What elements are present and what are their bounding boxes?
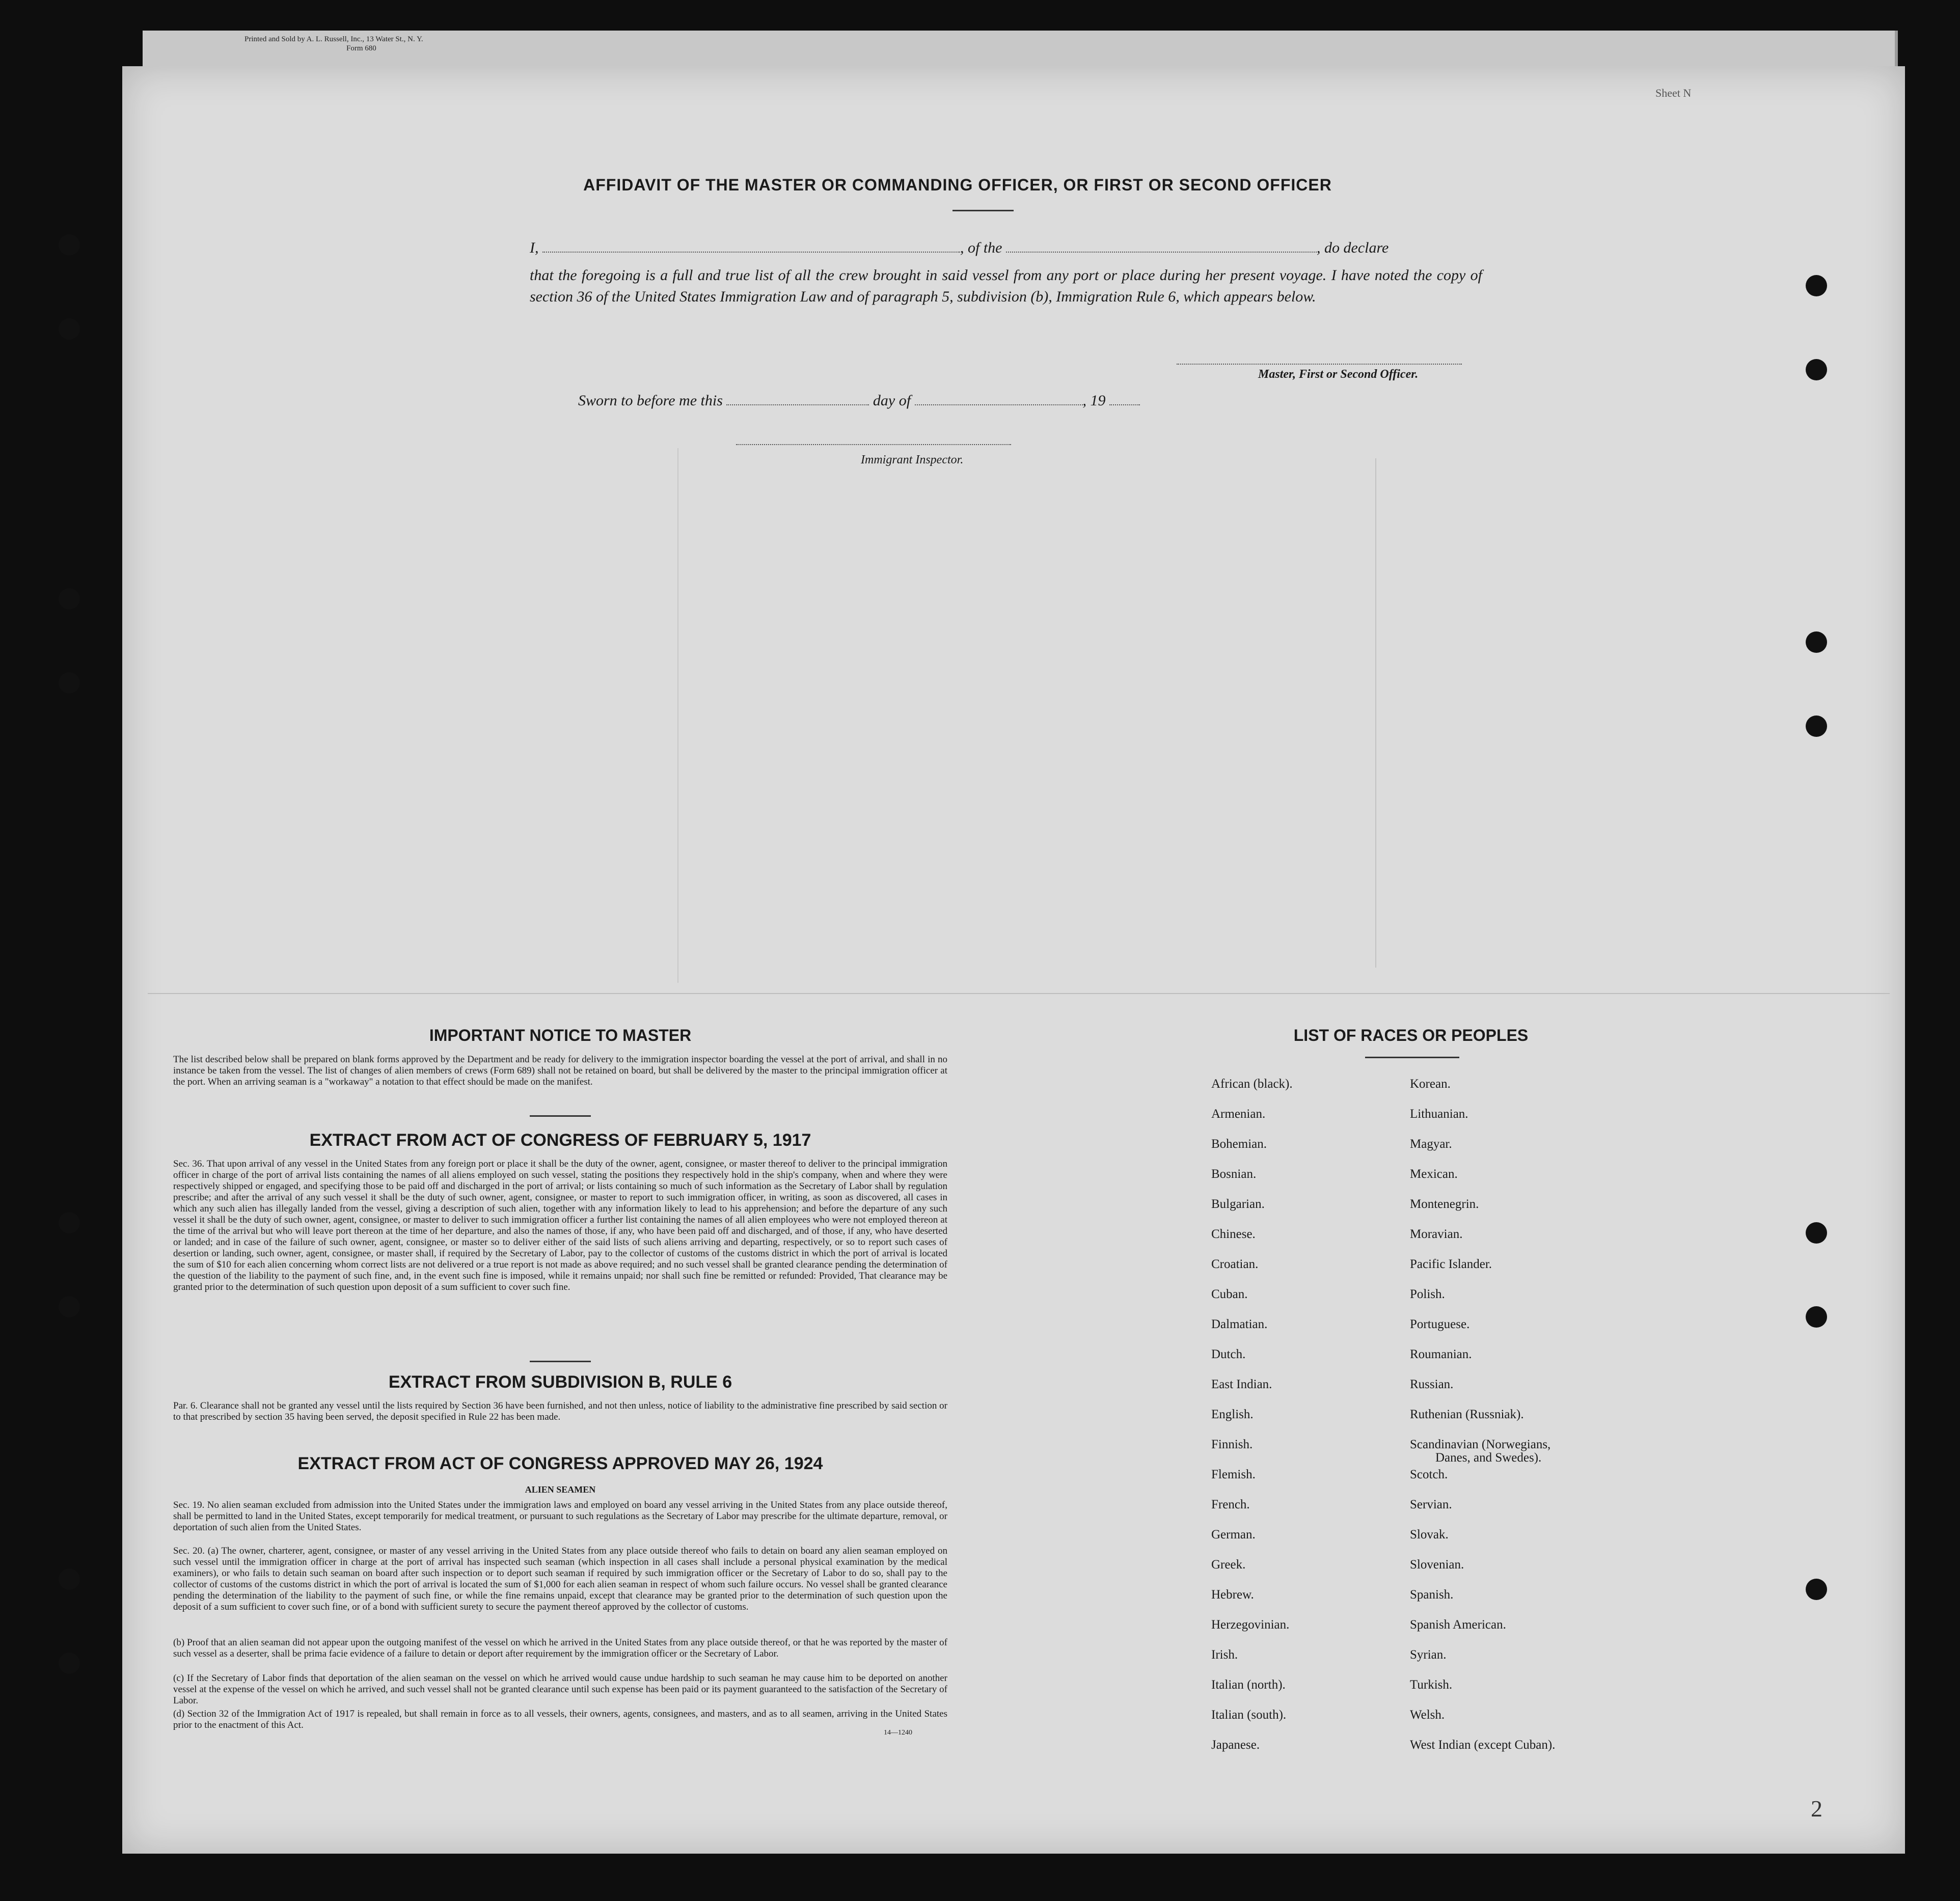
extract-rule6-text: Par. 6. Clearance shall not be granted any vessel until the lists required by Section 36 have been furnished, and not then unless, notice of liability to the administrative fine prescribed by said section or to that prescribed by section 35 having been served, the deposit specified in Rule 22 has been made.: [173, 1400, 947, 1422]
race-item: Syrian.: [1410, 1648, 1447, 1662]
printer-imprint: [244, 35, 423, 53]
extract-1917-title: EXTRACT FROM ACT OF CONGRESS OF FEBRUARY 5, 1917: [309, 1131, 811, 1150]
extract-1924-title: EXTRACT FROM ACT OF CONGRESS APPROVED MAY 26, 1924: [297, 1454, 823, 1473]
race-item: Slovenian.: [1410, 1558, 1464, 1572]
day-blank[interactable]: [726, 393, 869, 405]
form-number: Form 680: [346, 44, 376, 52]
affidavit-declaration-line: [530, 239, 1482, 257]
sec19-text: Sec. 19. No alien seaman excluded from admission into the United States under the immigration laws and employed on board any vessel arriving in the United States from any place outside thereof, shall be permitted to land in the United States, except temporarily for medical treatment, or pursuant to such regulations as the Secretary of Labor may prescribe for the ultimate departure, removal, or deportation of such alien from the United States.: [173, 1500, 947, 1533]
affidavit-title: AFFIDAVIT OF THE MASTER OR COMMANDING OFFICER, OR FIRST OR SECOND OFFICER: [583, 176, 1332, 194]
race-item: Scandinavian (Norwegians,: [1410, 1438, 1551, 1451]
race-item: Dalmatian.: [1211, 1317, 1268, 1331]
sec20d-text: (d) Section 32 of the Immigration Act of 1917 is repealed, but shall remain in force as to all vessels, their owners, agents, consignees, and masters, and as to all seamen, arriving in the United States prior to the enactment of this Act.: [173, 1709, 947, 1730]
race-item: Japanese.: [1211, 1738, 1260, 1752]
race-item: Hebrew.: [1211, 1588, 1254, 1602]
race-item: Bulgarian.: [1211, 1197, 1265, 1211]
extract-rule6-title: EXTRACT FROM SUBDIVISION B, RULE 6: [388, 1372, 732, 1392]
race-item: Polish.: [1410, 1287, 1445, 1301]
sec20c-text: (c) If the Secretary of Labor finds that deportation of the alien seaman on the vessel on which he arrived would cause undue hardship to such seaman he may cause him to be deported on another vessel at the expense of the vessel on which he arrived, and such vessel shall not be granted clearance until such expense has been paid or its payment guaranteed to the satisfaction of the Secretary of Labor.: [173, 1673, 947, 1706]
sec20a-text: Sec. 20. (a) The owner, charterer, agent, consignee, or master of any vessel arriving in the United States from any place outside thereof who fails to detain on board any alien seaman employed on such vessel until the immigration officer in charge at the port of arrival has inspected such seaman (which inspection in all cases shall include a personal physical examination by the medical examiners), or who fails to detain such seaman on board after such inspection or to deport such seaman if required by such immigration officer or the Secretary of Labor to do so, shall pay to the collector of customs of the customs district in which the port of arrival is located the sum of $1,000 for each alien seaman in respect of whom such failure occurs. No vessel shall be granted clearance pending the determination of the liability to the payment of such fine, or while the fine remains unpaid, except that clearance may be granted prior to the determination of such question upon the deposit of a sum sufficient to cover such fine, or of a bond with sufficient surety to secure the payment thereof approved by the collector of customs.: [173, 1546, 947, 1612]
race-item: Armenian.: [1211, 1107, 1266, 1121]
form-code: 14—1240: [884, 1729, 912, 1737]
race-item: Portuguese.: [1410, 1317, 1470, 1331]
race-item: Roumanian.: [1410, 1347, 1472, 1361]
binder-hole: [59, 1296, 80, 1317]
year-blank[interactable]: [1109, 393, 1140, 405]
race-item: Dutch.: [1211, 1347, 1246, 1361]
bleed-through-marks: [1375, 458, 1835, 968]
binder-hole: [59, 588, 80, 610]
month-blank[interactable]: [915, 393, 1083, 405]
binder-hole: [1806, 359, 1827, 380]
race-item: West Indian (except Cuban).: [1410, 1738, 1556, 1752]
race-item: Spanish American.: [1410, 1618, 1506, 1632]
race-item: French.: [1211, 1498, 1250, 1511]
race-item: Flemish.: [1211, 1468, 1256, 1481]
of-the-text: , of the: [960, 239, 1002, 256]
race-item: Magyar.: [1410, 1137, 1452, 1151]
section-rule: [530, 1361, 591, 1362]
sworn-line: [578, 392, 1140, 409]
race-item: German.: [1211, 1528, 1256, 1541]
race-item: Bosnian.: [1211, 1167, 1257, 1181]
sec20b-text: (b) Proof that an alien seaman did not appear upon the outgoing manifest of the vessel on which he arrived in the United States from any place outside thereof, or that he was reported by the master of such vessel as a deserter, shall be prima facie evidence of a failure to detain or deport after requirement by the immigration officer or the Secretary of Labor.: [173, 1637, 947, 1659]
binder-hole: [59, 1212, 80, 1233]
race-item: English.: [1211, 1408, 1254, 1421]
i-word: I,: [530, 239, 539, 256]
inspector-label: Immigrant Inspector.: [861, 453, 964, 466]
section-rule: [530, 1115, 591, 1117]
section-divider: [148, 993, 1890, 994]
race-item: Croatian.: [1211, 1257, 1259, 1271]
race-item: Scotch.: [1410, 1468, 1448, 1481]
sworn-prefix: Sworn to before me this: [578, 392, 723, 409]
binder-hole: [1806, 275, 1827, 296]
race-item: Finnish.: [1211, 1438, 1253, 1451]
race-item: Turkish.: [1410, 1678, 1453, 1692]
binder-hole: [1806, 1306, 1827, 1328]
race-item: Lithuanian.: [1410, 1107, 1468, 1121]
race-item: Servian.: [1410, 1498, 1452, 1511]
race-item: Moravian.: [1410, 1227, 1463, 1241]
master-signature-line[interactable]: [1177, 364, 1462, 365]
vessel-blank[interactable]: [1006, 240, 1317, 253]
master-label: Master, First or Second Officer.: [1258, 368, 1419, 381]
race-item: Italian (south).: [1211, 1708, 1287, 1722]
race-item: Slovak.: [1410, 1528, 1449, 1541]
extract-1917-text: Sec. 36. That upon arrival of any vessel in the United States from any foreign port or place it shall be the duty of the owner, agent, consignee, or master thereof to deliver to the principal immigration officer in charge of the port of arrival lists containing the names of all aliens employed on such vessel, stating the positions they respectively hold in the ship's company, when and where they were respectively shipped or engaged, and specifying those to be paid off and discharged in the port of arrival; or lists containing so much of such information as the Secretary of Labor shall by regulation prescribe; and after the arrival of any such vessel it shall be the duty of such owner, agent, consignee, or master to report to such immigration officer, in writing, as soon as discovered, all cases in which any such alien has illegally landed from the vessel, giving a description of such alien, together with any information likely to lead to his apprehension; and before the departure of any such vessel it shall be the duty of such owner, agent, consignee, or master to deliver to such immigration officer a further list containing the names of all alien employees who were not employed thereon at the time of the arrival but who will leave port thereon at the time of her departure, and also the names of those, if any, who have been paid off and discharged, and of those, if any, who have deserted or landed; and in case of the failure of such owner, agent, consignee, or master so to deliver either of the said lists of such aliens arriving and departing, respectively, or so to report such cases of desertion or landing, such owner, agent, consignee, or master shall, if required by the Secretary of Labor, pay to the collector of customs of the customs district in which the port of arrival is located the sum of $10 for each alien concerning whom correct lists are not delivered or a true report is not made as above required; and no such vessel shall be granted clearance pending the determination of the question of the liability to the payment of such fine, and, in the event such fine is imposed, while it remains unpaid; nor shall such fine be remitted or refunded: Provided, That clearance may be granted prior to the determination of such question upon deposit of a sum sufficient to cover such fine.: [173, 1159, 947, 1292]
race-item: Herzegovinian.: [1211, 1618, 1290, 1632]
day-of-text: day of: [873, 392, 911, 409]
race-item: Italian (north).: [1211, 1678, 1286, 1692]
alien-seamen-heading: ALIEN SEAMEN: [525, 1484, 596, 1495]
printer-line: Printed and Sold by A. L. Russell, Inc., 13 Water St., N. Y.: [244, 35, 423, 43]
inspector-signature-line[interactable]: [736, 444, 1011, 445]
bleed-through-marks: [168, 448, 678, 983]
page-mark: 2: [1811, 1796, 1822, 1822]
binder-hole: [59, 1652, 80, 1674]
binder-hole: [1806, 1222, 1827, 1244]
race-item: East Indian.: [1211, 1377, 1272, 1391]
race-item: Chinese.: [1211, 1227, 1256, 1241]
notice-text: The list described below shall be prepared on blank forms approved by the Department and be ready for delivery to the immigration inspector boarding the vessel at the port of arrival, and shall in no instance be taken from the vessel. The list of changes of alien members of crews (Form 689) shall not be retained on board, but shall be delivered by the master to the principal immigration officer at the port. When an arriving seaman is a "workaway" a notation to that effect should be made on the manifest.: [173, 1054, 947, 1087]
races-rule: [1365, 1057, 1459, 1058]
race-item: Mexican.: [1410, 1167, 1458, 1181]
races-title: LIST OF RACES OR PEOPLES: [1293, 1026, 1529, 1044]
race-item: Cuban.: [1211, 1287, 1248, 1301]
binder-hole: [1806, 1579, 1827, 1600]
title-rule: [952, 210, 1014, 211]
race-item: Spanish.: [1410, 1588, 1454, 1602]
race-item: Danes, and Swedes).: [1435, 1451, 1542, 1465]
race-item: Pacific Islander.: [1410, 1257, 1492, 1271]
notice-title: IMPORTANT NOTICE TO MASTER: [429, 1026, 692, 1044]
affidavit-body: that the foregoing is a full and true list of all the crew brought in said vessel from any port or place during her present voyage. I have noted the copy of section 36 of the United States Immigration Law and of paragraph 5, subdivision (b), Immigration Rule 6, which appears below.: [530, 267, 1482, 305]
race-item: African (black).: [1211, 1077, 1293, 1091]
race-item: Russian.: [1410, 1377, 1454, 1391]
do-declare-text: , do declare: [1317, 239, 1389, 256]
race-item: Montenegrin.: [1410, 1197, 1479, 1211]
year-prefix: , 19: [1082, 392, 1106, 409]
binder-hole: [59, 1568, 80, 1590]
binder-hole: [59, 672, 80, 694]
sheet-number: Sheet N: [1655, 87, 1692, 99]
name-blank[interactable]: [542, 240, 960, 253]
binder-hole: [59, 234, 80, 256]
race-item: Welsh.: [1410, 1708, 1445, 1722]
race-item: Irish.: [1211, 1648, 1238, 1662]
binder-hole: [59, 318, 80, 340]
race-item: Bohemian.: [1211, 1137, 1267, 1151]
race-item: Greek.: [1211, 1558, 1246, 1572]
race-item: Korean.: [1410, 1077, 1451, 1091]
race-item: Ruthenian (Russniak).: [1410, 1408, 1524, 1421]
